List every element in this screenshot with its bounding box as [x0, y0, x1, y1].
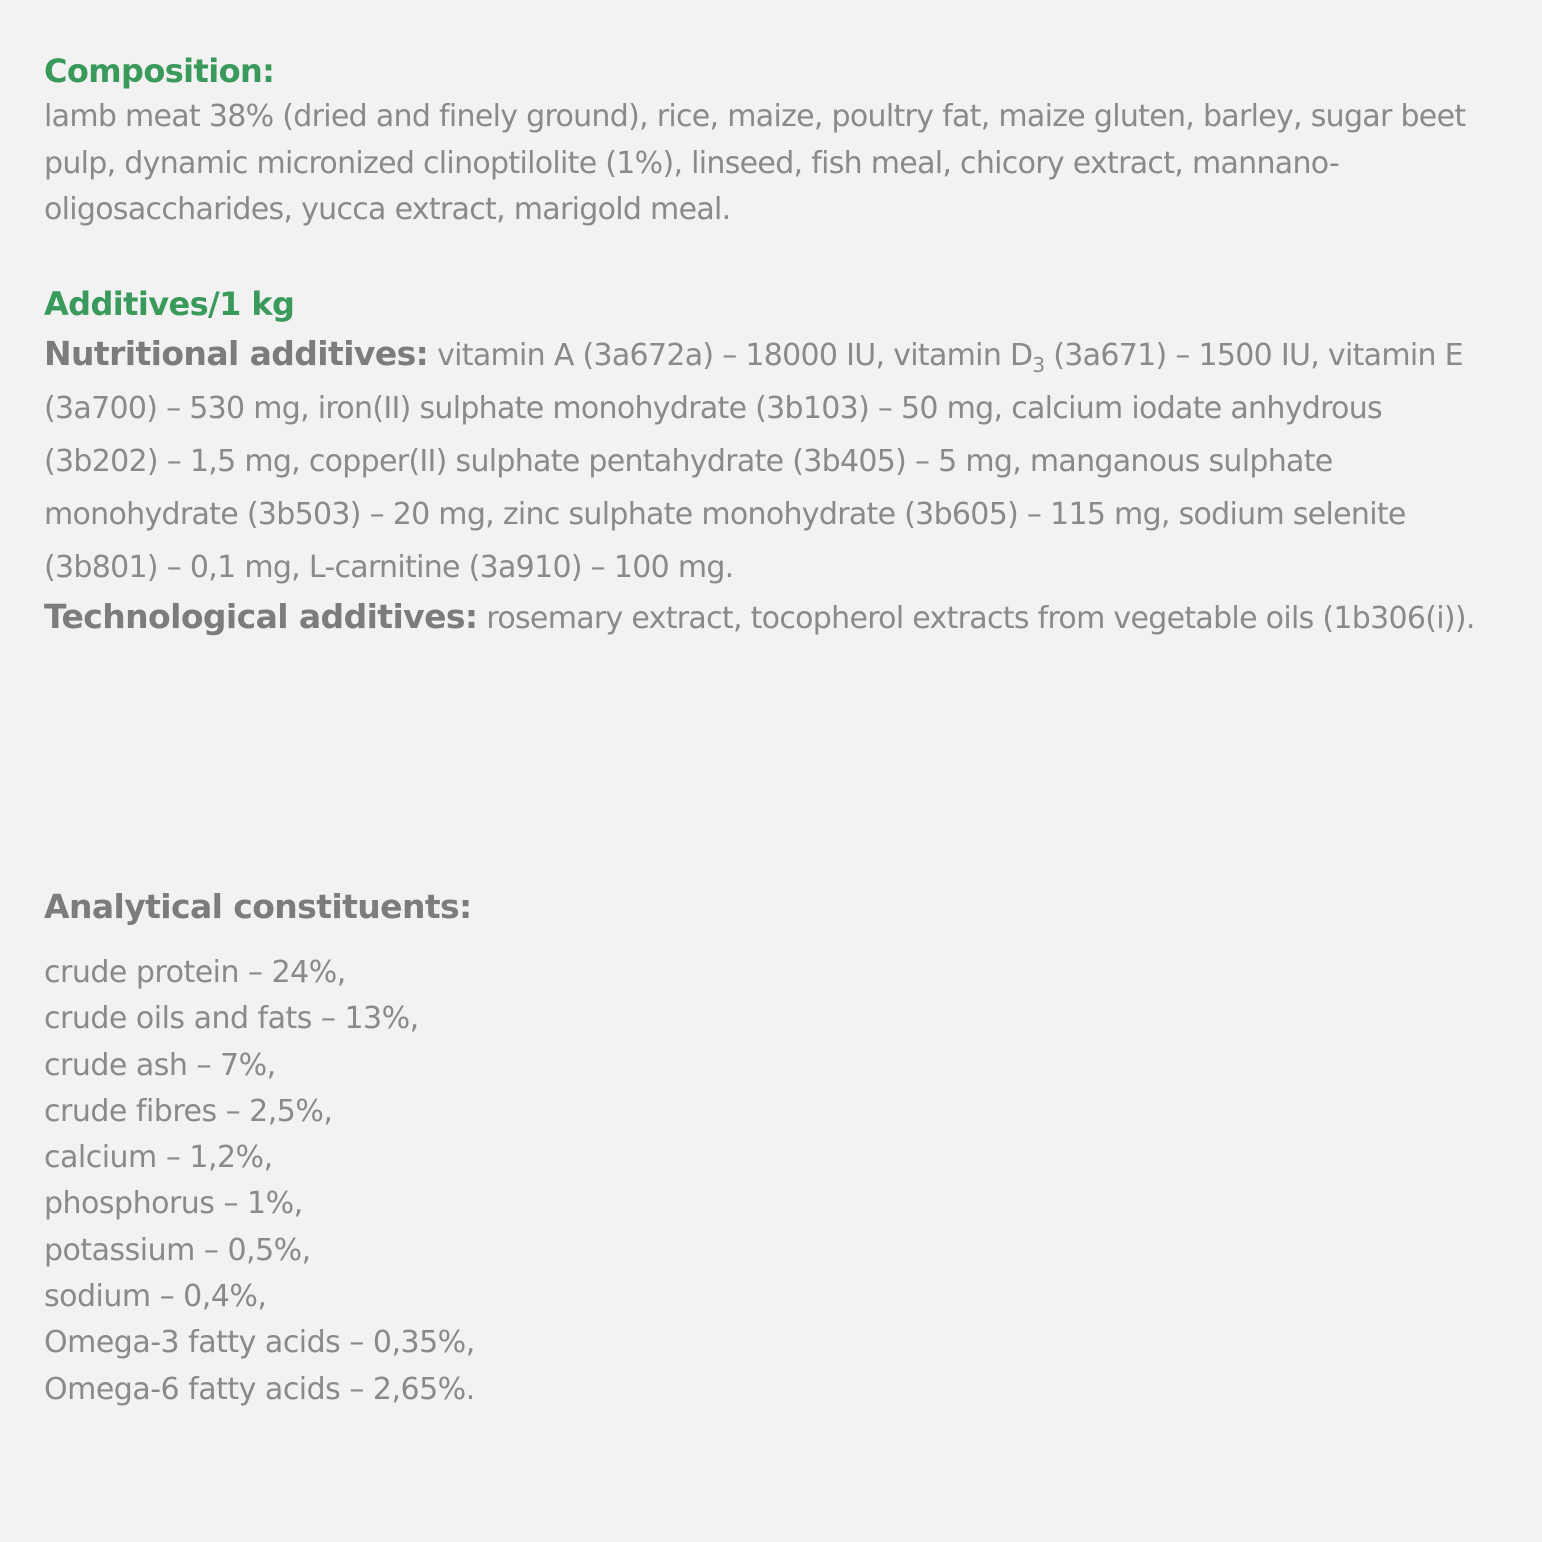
- list-item: Omega-3 fatty acids – 0,35%,: [44, 1325, 475, 1361]
- vitamin-d-subscript: 3: [1032, 353, 1045, 377]
- list-item: crude protein – 24%,: [44, 955, 346, 990]
- list-item: sodium – 0,4%,: [44, 1279, 267, 1315]
- technological-additives-text: rosemary extract, tocopherol extracts from vegetable oils (1b306(i)).: [486, 601, 1475, 636]
- technological-additives: [44, 594, 1502, 643]
- analytical-heading: Analytical constituents:: [44, 887, 472, 926]
- composition-section: [44, 48, 1502, 234]
- list-item: Omega-6 fatty acids – 2,65%.: [44, 1371, 475, 1407]
- composition-text: lamb meat 38% (dried and finely ground), rice, maize, poultry fat, maize gluten, barley, sugar beet pulp, dynamic micronized clinoptilolite (1%), linseed, fish meal, chicory extract, mannano-oligosaccharides, yucca extract, marigold meal.: [44, 99, 1466, 227]
- list-item: calcium – 1,2%,: [44, 1140, 273, 1176]
- list-item: crude fibres – 2,5%,: [44, 1093, 333, 1129]
- list-item: crude ash – 7%,: [44, 1047, 276, 1083]
- list-item: crude oils and fats – 13%,: [44, 1001, 419, 1037]
- analytical-section: [44, 884, 1502, 1413]
- technological-additives-label: Technological additives:: [44, 597, 478, 636]
- additives-section: [44, 281, 1502, 643]
- composition-heading: Composition:: [44, 52, 275, 90]
- nutritional-additives: [44, 327, 1502, 594]
- nutritional-additives-text-part1: vitamin A (3a672a) – 18000 IU, vitamin D: [437, 338, 1033, 373]
- additives-heading: Additives/1 kg: [44, 285, 295, 323]
- list-item: potassium – 0,5%,: [44, 1232, 311, 1268]
- list-item: phosphorus – 1%,: [44, 1186, 303, 1222]
- nutritional-additives-text-part2: (3a671) – 1500 IU, vitamin E (3a700) – 530 mg, iron(II) sulphate monohydrate (3b103) – 50 mg, calcium iodate anhydrous (3b202) – 1,5 mg, copper(II) sulphate pentahydrate (3b405) – 5 mg, manganous sulphate monohydrate (3b503) – 20 mg, zinc sulphate monohydrate (3b605) – 115 mg, sodium selenite (3b801) – 0,1 mg, L-carnitine (3a910) – 100 mg.: [44, 338, 1463, 585]
- analytical-list: [44, 950, 1502, 1413]
- nutritional-additives-label: Nutritional additives:: [44, 334, 429, 373]
